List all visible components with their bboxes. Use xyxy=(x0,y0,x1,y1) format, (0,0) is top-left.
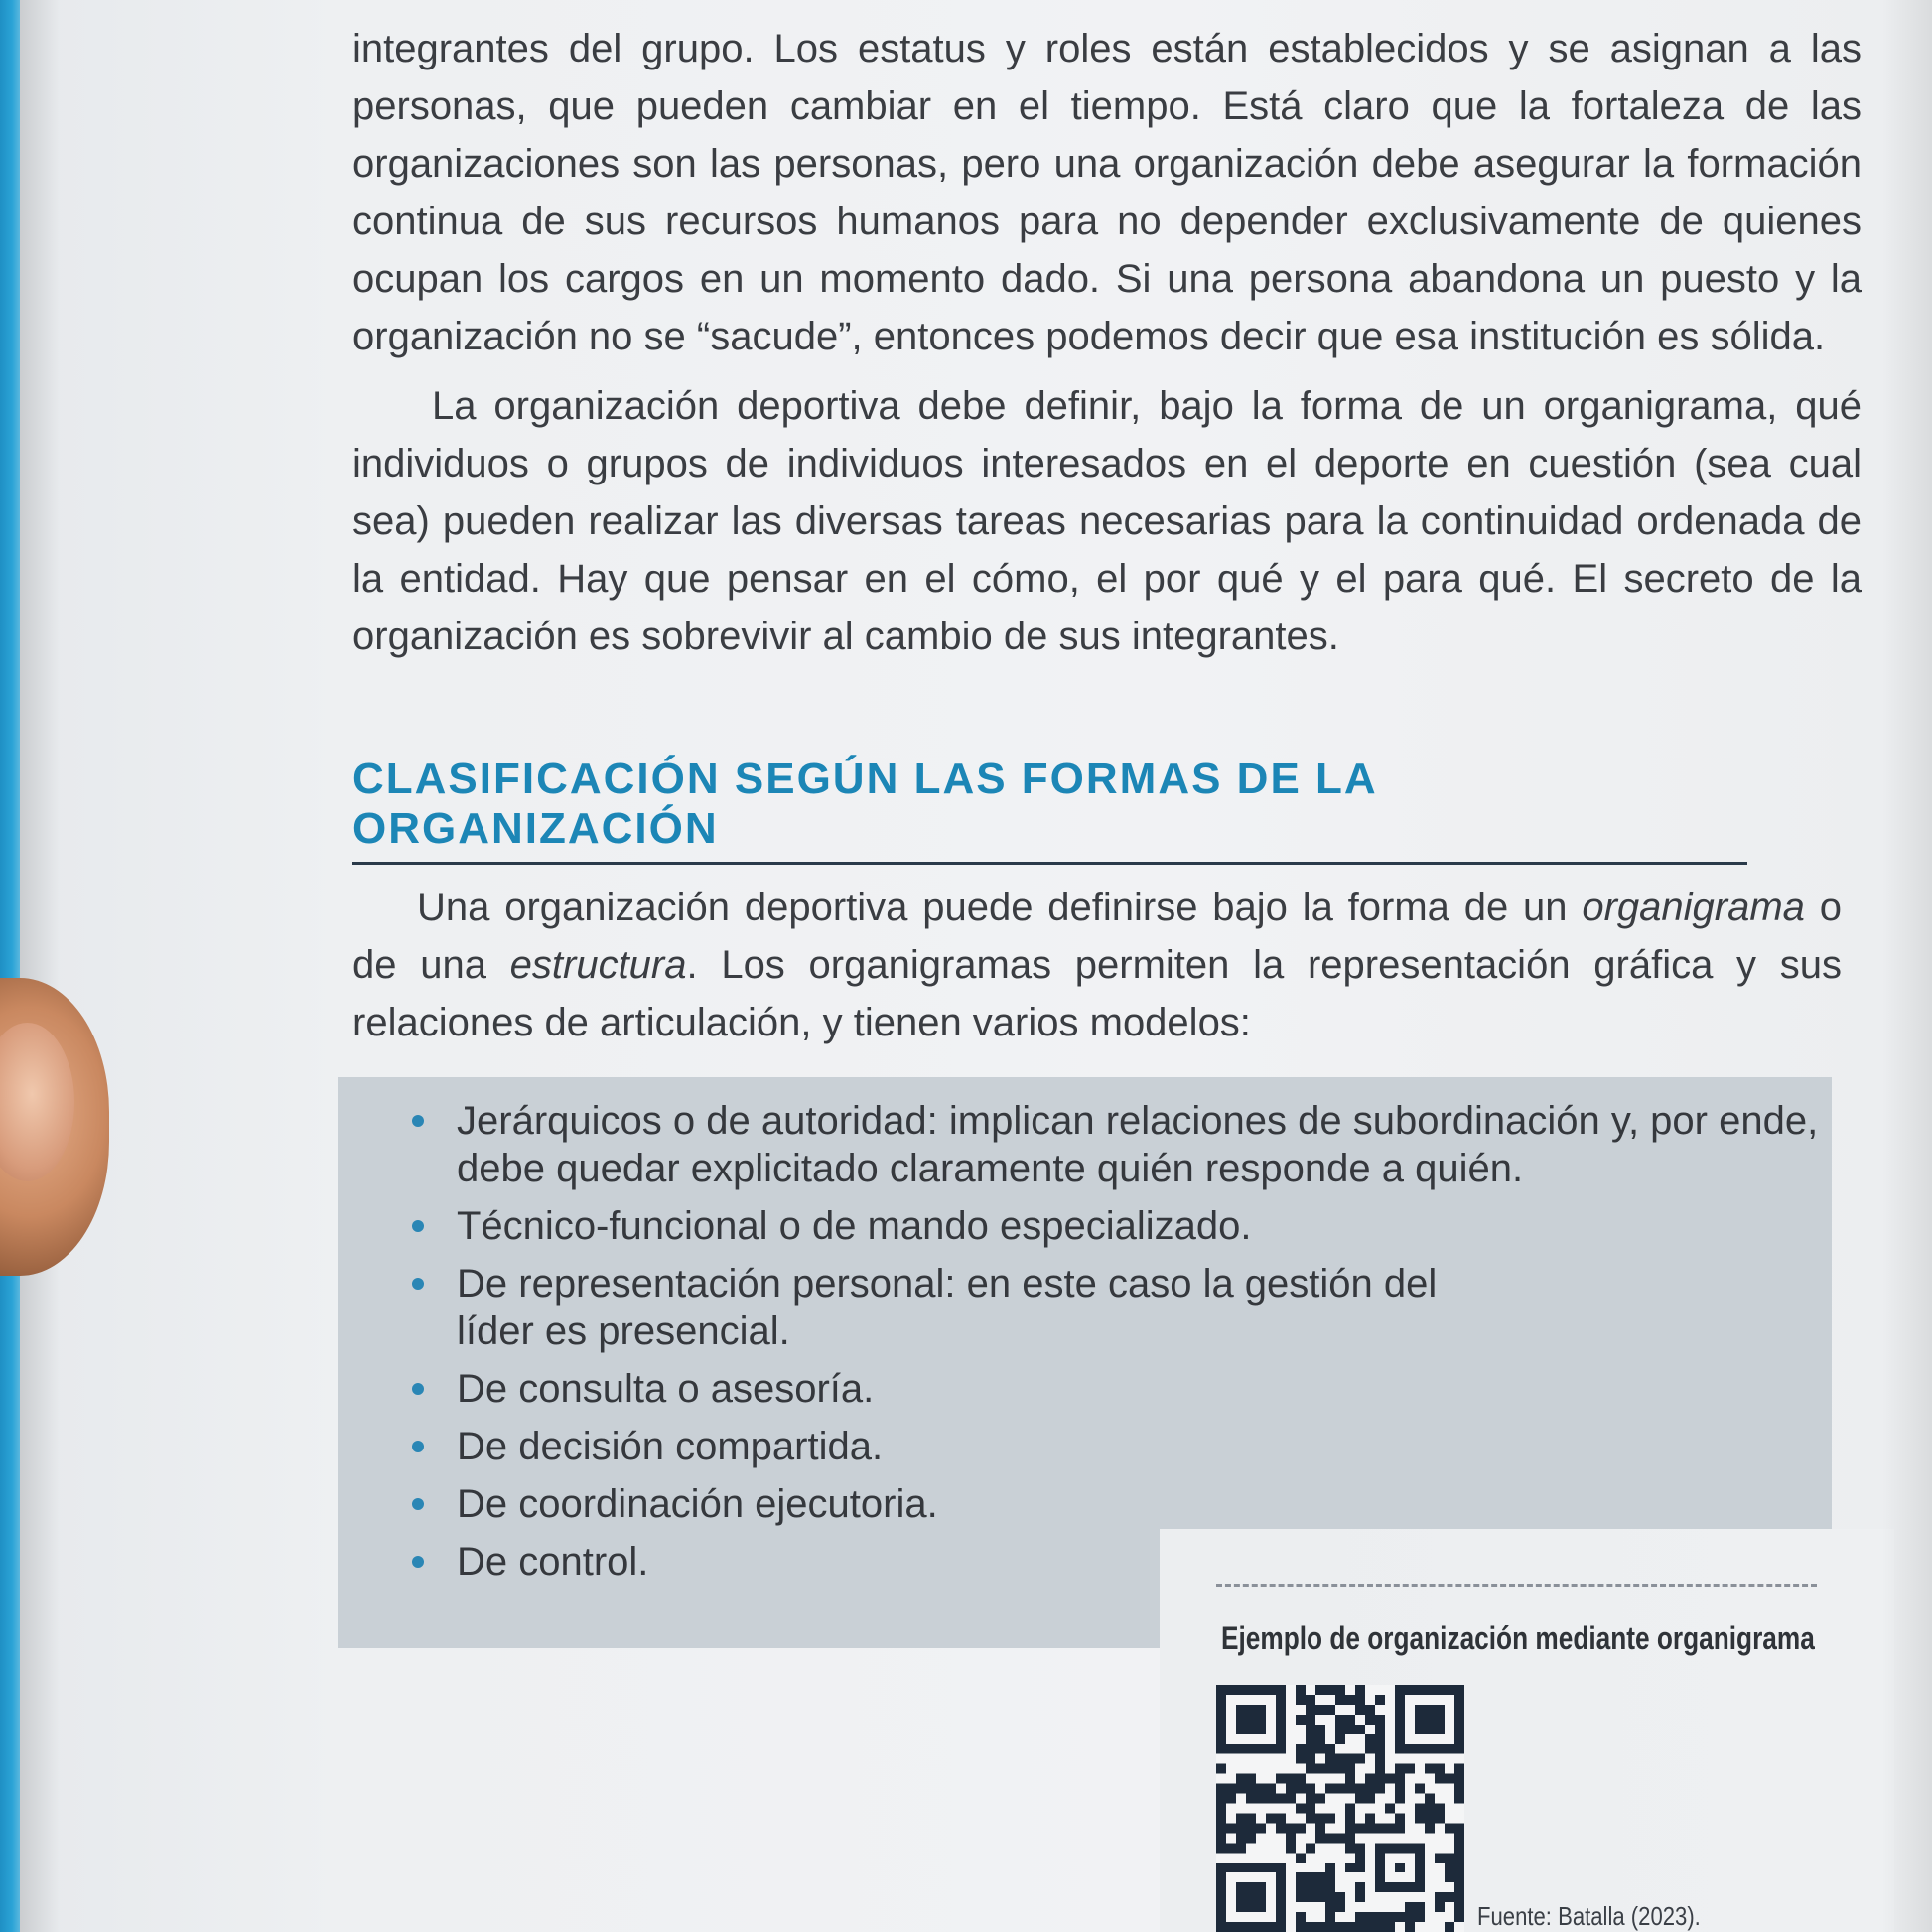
bullet-icon xyxy=(412,1115,424,1127)
list-item-text: De control. xyxy=(457,1540,649,1584)
list-item-text: De consulta o asesoría. xyxy=(457,1367,875,1411)
paragraph-3-text-c: . Los organigramas permiten la representación gráfica y sus relaciones de articulación, y tienen varios modelos: xyxy=(352,943,1842,1044)
paragraph-3-text-a: Una organización deportiva puede definirse bajo la forma de un xyxy=(417,886,1583,929)
list-item-text: Jerárquicos o de autoridad: implican relaciones de subordinación y, por ende, debe quedar explicitado claramente quién responde a quién. xyxy=(457,1099,1819,1190)
list-item-text: De decisión compartida. xyxy=(457,1425,884,1468)
paragraph-3-emphasis-estructura: estructura xyxy=(509,943,687,987)
figure-divider xyxy=(1216,1584,1817,1587)
bullet-icon xyxy=(412,1383,424,1395)
list-item-text: De coordinación ejecutoria. xyxy=(457,1482,938,1526)
bullet-icon xyxy=(412,1220,424,1232)
bullet-icon xyxy=(412,1498,424,1510)
paragraph-3 xyxy=(352,879,1842,1051)
section-heading: CLASIFICACIÓN SEGÚN LAS FORMAS DE LA ORGANIZACIÓN xyxy=(352,755,1747,865)
qr-code-icon[interactable] xyxy=(1216,1685,1464,1932)
list-item xyxy=(457,1097,1827,1192)
right-page-shadow xyxy=(1881,0,1932,1932)
list-item-text: De representación personal: en este caso la gestión del líder es presencial. xyxy=(457,1262,1438,1353)
page-edge-band xyxy=(0,0,20,1932)
figure-caption: Ejemplo de organización mediante organigrama xyxy=(1221,1620,1815,1656)
bullet-icon xyxy=(412,1278,424,1290)
paragraph-1: integrantes del grupo. Los estatus y roles están establecidos y se asignan a las personas, que pueden cambiar en el tiempo. Está claro que la fortaleza de las organizaciones son las personas, pero una organización debe asegurar la formación continua de sus recursos humanos para no depender exclusivamente de quienes ocupan los cargos en un momento dado. Si una persona abandona un puesto y la organización no se “sacude”, entonces podemos decir que esa institución es sólida. xyxy=(352,27,1862,358)
list-item-text: Técnico-funcional o de mando especializado. xyxy=(457,1204,1252,1248)
paragraph-3-emphasis-organigrama: organigrama xyxy=(1582,886,1805,929)
figure-source: Fuente: Batalla (2023). xyxy=(1477,1901,1701,1931)
page-edge-shadow xyxy=(20,0,60,1932)
bullet-icon xyxy=(412,1556,424,1568)
list-item xyxy=(457,1423,1827,1470)
list-item xyxy=(457,1365,1827,1413)
paragraph-2: La organización deportiva debe definir, bajo la forma de un organigrama, qué individuos o grupos de individuos interesados en el deporte en cuestión (sea cual sea) pueden realizar las diversas tareas necesarias para la continuidad ordenada de la entidad. Hay que pensar en el cómo, el por qué y el para qué. El secreto de la organización es sobrevivir al cambio de sus integrantes. xyxy=(352,384,1862,658)
paragraph-3-text-b: o de una xyxy=(352,886,1843,987)
list-item xyxy=(457,1480,1827,1528)
list-item xyxy=(457,1260,1449,1355)
list-item xyxy=(457,1538,1827,1586)
models-list xyxy=(457,1097,1827,1595)
bullet-icon xyxy=(412,1441,424,1452)
list-item xyxy=(457,1202,1827,1250)
